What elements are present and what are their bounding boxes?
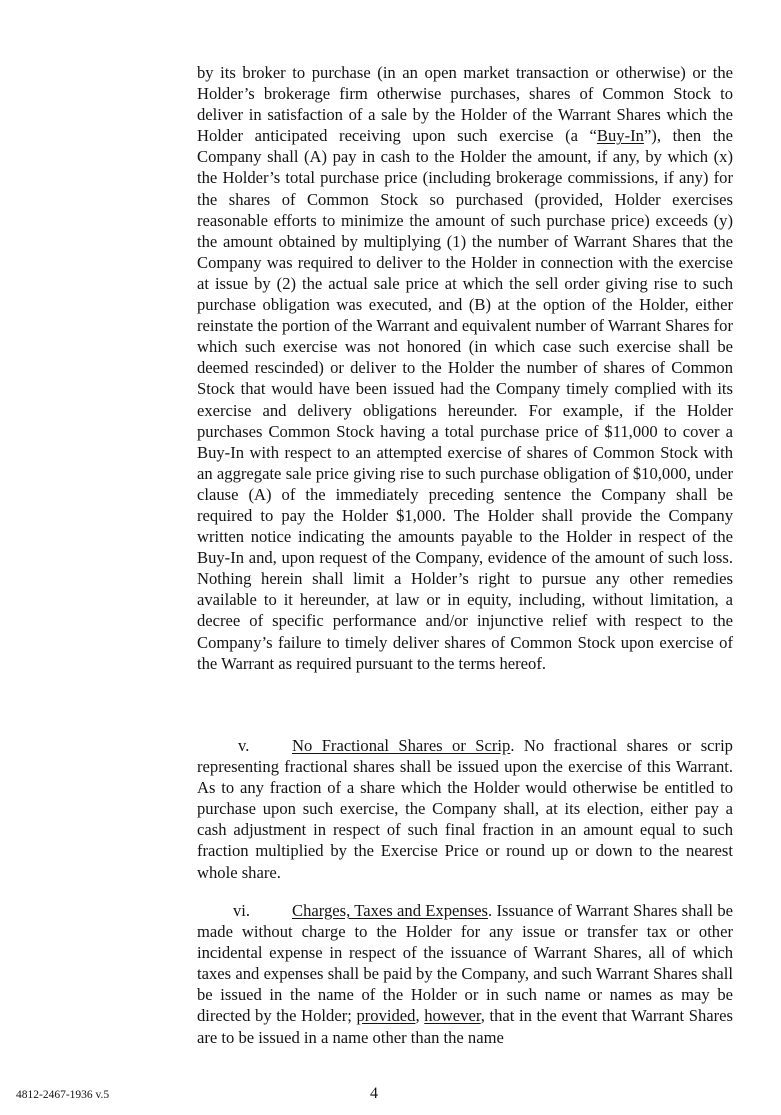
however-term: however xyxy=(424,1006,481,1026)
footer-document-id: 4812-2467-1936 v.5 xyxy=(16,1089,110,1101)
defined-term-buy-in: Buy-In xyxy=(596,126,644,146)
section-v-paragraph xyxy=(197,735,733,883)
separator: , xyxy=(415,1006,425,1026)
section-v-number: v. xyxy=(238,736,250,755)
paragraph-text: by its broker to purchase (in an open market transaction or otherwise) or the Holder’s brokerage firm otherwise purchases, shares of Common Stock to deliver in satisfaction of a sale by the Holder of the Warrant Shares which the Holder anticipated receiving upon such exercise (a “ xyxy=(197,63,733,146)
section-vi-heading: Charges, Taxes and Expenses xyxy=(292,901,488,920)
paragraph-buy-in-continuation xyxy=(197,62,733,674)
page-number: 4 xyxy=(370,1085,378,1102)
section-vi-paragraph xyxy=(197,900,733,1048)
section-v-heading: No Fractional Shares or Scrip xyxy=(292,736,511,755)
section-vi-body: . Issuance of Warrant Shares shall be made without charge to the Holder for any issue or transfer tax or other incidental expense in respect of the issuance of Warrant Shares, all of which taxes and expenses shall be paid by the Company, and such Warrant Shares shall be issued in the name of the Holder or in such name or names as may be directed by the Holder; xyxy=(197,901,733,1026)
provided-term: provided xyxy=(356,1006,416,1026)
section-v-body: . No fractional shares or scrip representing fractional shares shall be issued upon the exercise of this Warrant. As to any fraction of a share which the Holder would otherwise be entitled to purchase upon such exercise, the Company shall, at its election, either pay a cash adjustment in respect of such final fraction in an amount equal to such fraction multiplied by the Exercise Price or round up or down to the nearest whole share. xyxy=(197,736,733,882)
paragraph-text: ”), then the Company shall (A) pay in cash to the Holder the amount, if any, by which (x) the Holder’s total purchase price (including brokerage commissions, if any) for the shares of Common Stock so purchased (provided, Holder exercises reasonable efforts to minimize the amount of such purchase price) exceeds (y) the amount obtained by multiplying (1) the number of Warrant Shares that the Company was required to deliver to the Holder in connection with the exercise at issue by (2) the actual sale price at which the sell order giving rise to such purchase obligation was executed, and (B) at the option of the Holder, either reinstate the portion of the Warrant and equivalent number of Warrant Shares for which such exercise was not honored (in which case such exercise shall be deemed rescinded) or deliver to the Holder the number of shares of Common Stock that would have been issued had the Company timely complied with its exercise and delivery obligations hereunder. For example, if the Holder purchases Common Stock having a total purchase price of $11,000 to cover a Buy-In with respect to an attempted exercise of shares of Common Stock with an aggregate sale price giving rise to such purchase obligation of $10,000, under clause (A) of the immediately preceding sentence the Company shall be required to pay the Holder $1,000. The Holder shall provide the Company written notice indicating the amounts payable to the Holder in respect of the Buy-In and, upon request of the Company, evidence of the amount of such loss. Nothing herein shall limit a Holder’s right to pursue any other remedies available to it hereunder, at law or in equity, including, without limitation, a decree of specific performance and/or injunctive relief with respect to the Company’s failure to timely deliver shares of Common Stock upon exercise of the Warrant as required pursuant to the terms hereof. xyxy=(197,126,733,673)
section-vi-number: vi. xyxy=(233,901,251,920)
section-vi-body-end: , that in the event that Warrant Shares are to be issued in a name other than the name xyxy=(197,1006,734,1047)
